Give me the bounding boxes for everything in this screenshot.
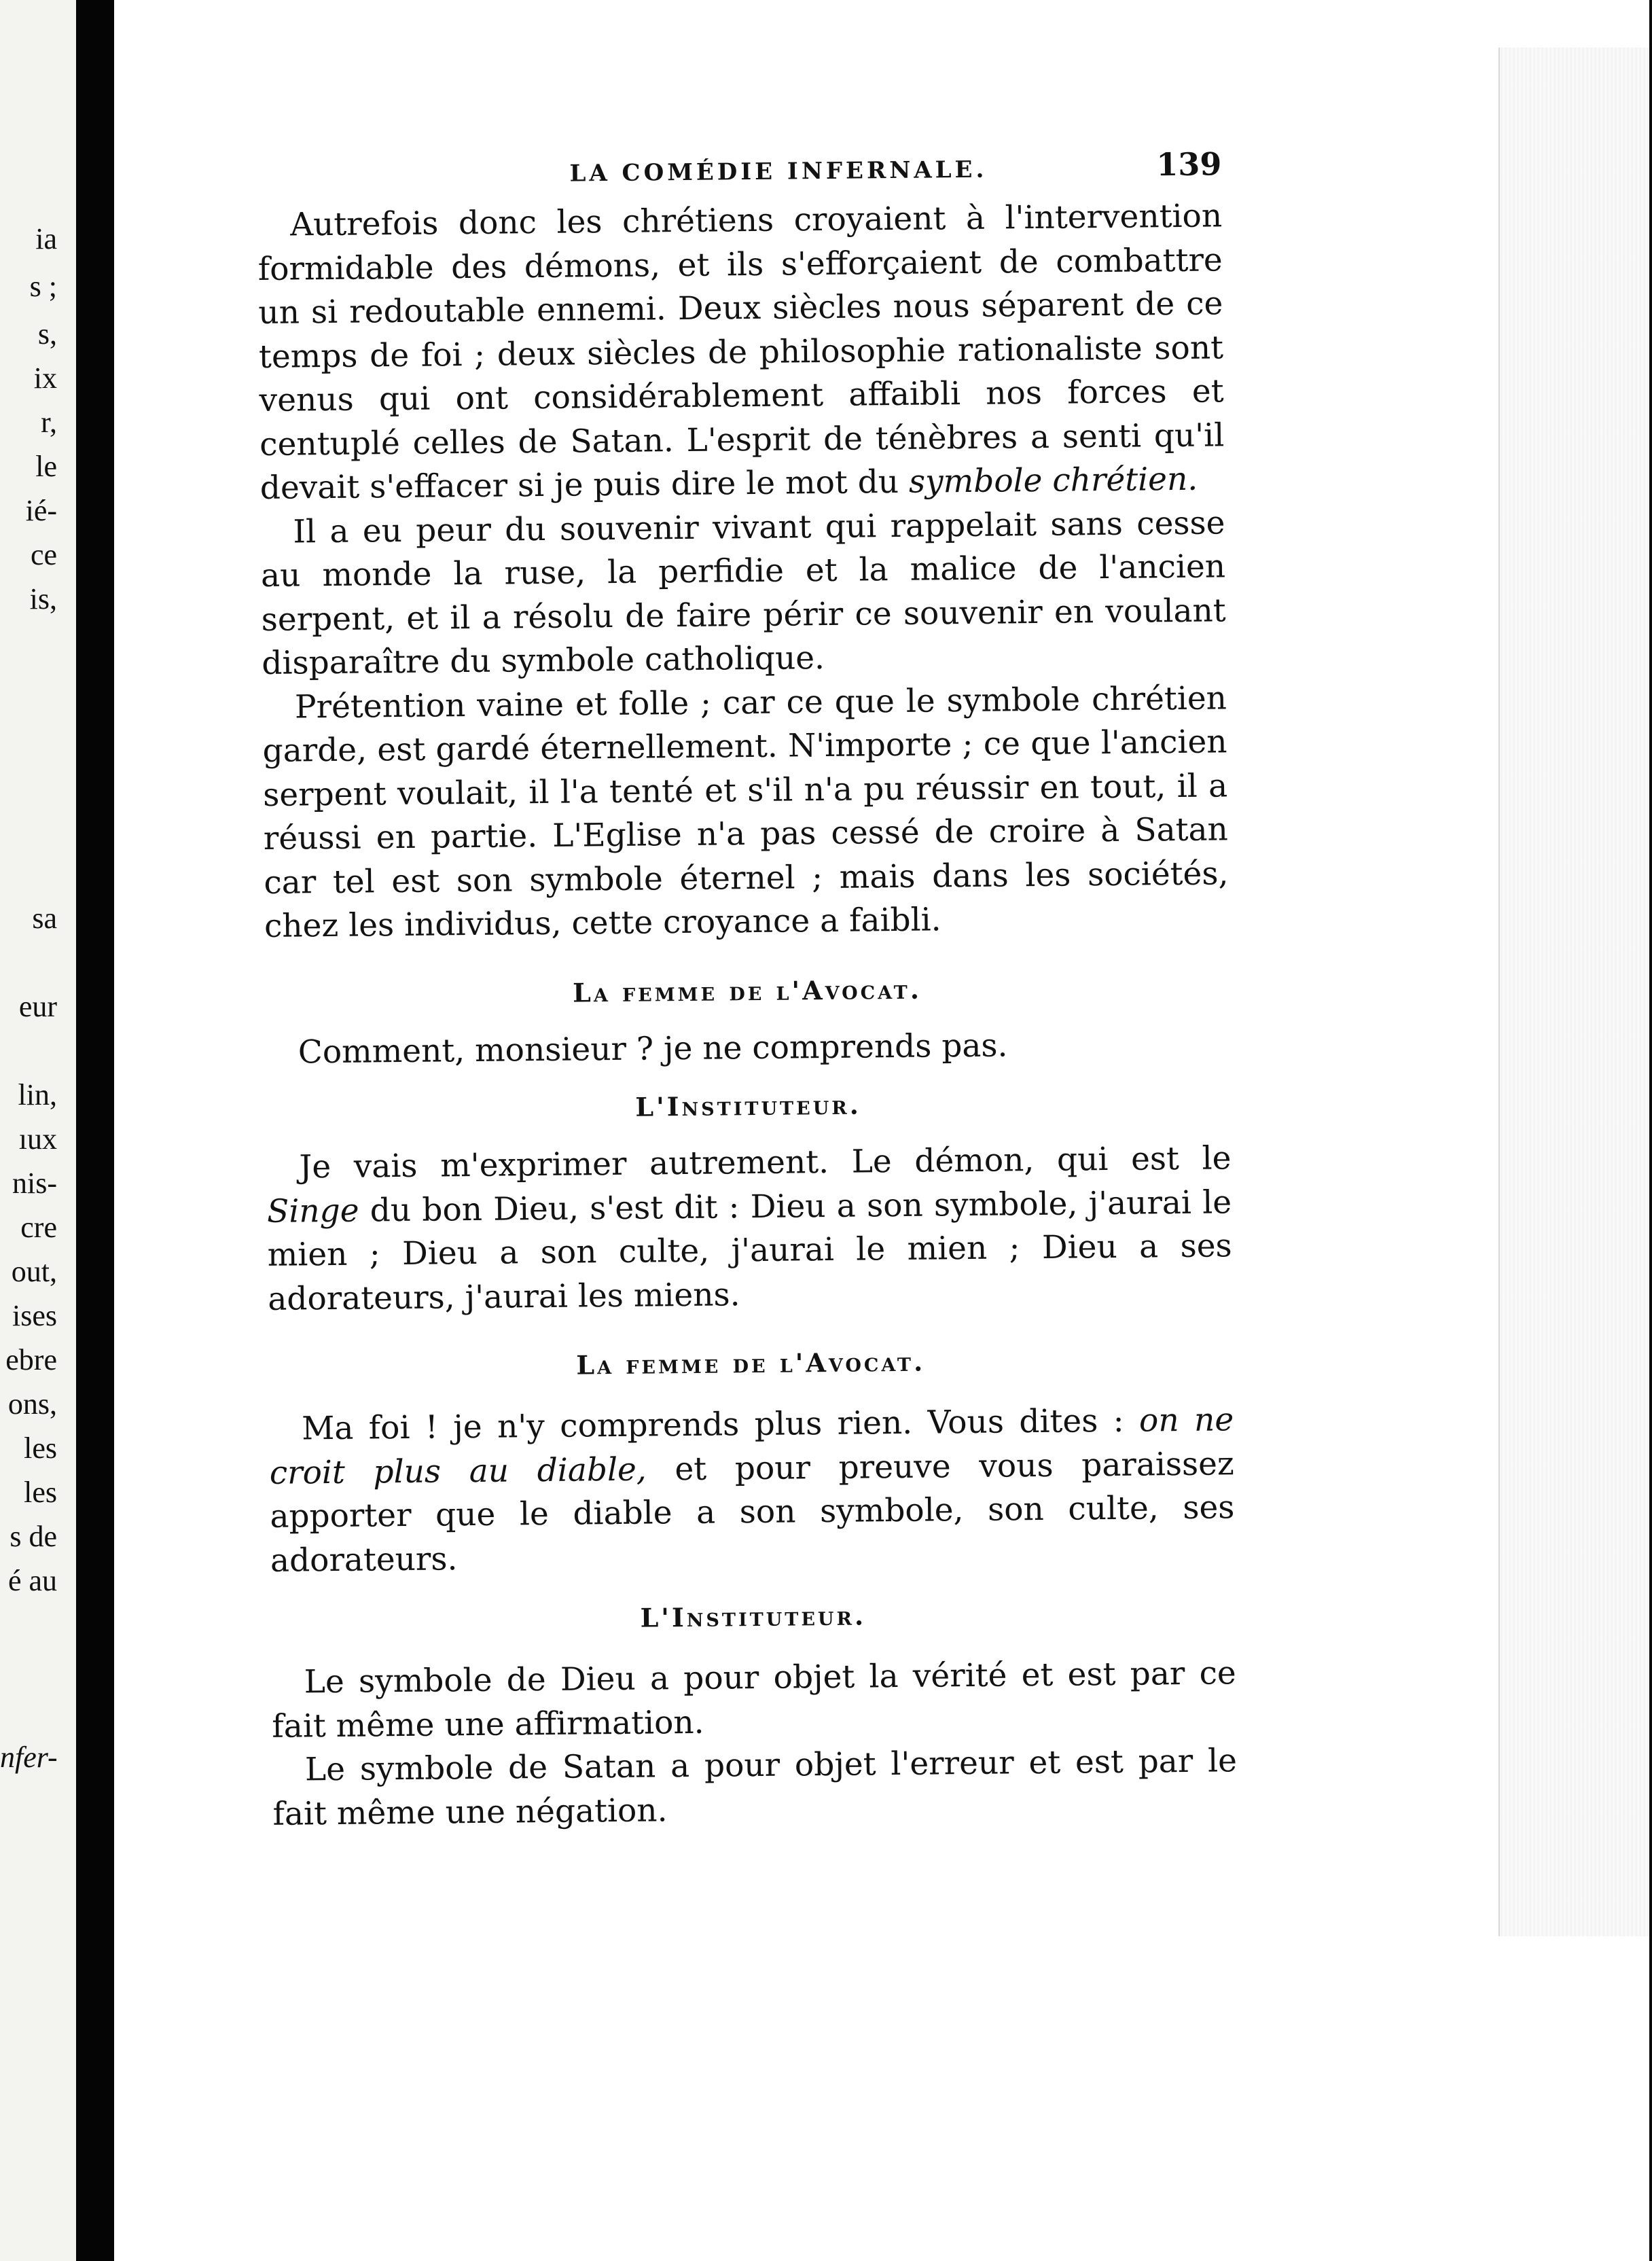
dialogue-line: Comment, monsieur ? je ne comprends pas. (298, 1026, 1008, 1071)
left-fragment: lin, (18, 1078, 57, 1111)
dialogue-line (266, 1137, 1232, 1321)
page-stack-edge (1498, 48, 1649, 1936)
left-fragment: s, (37, 317, 57, 351)
left-fragment: cre (20, 1211, 57, 1244)
book-page (114, 0, 1649, 2261)
left-fragment: out, (11, 1255, 57, 1288)
running-head (257, 133, 1222, 204)
paragraph-text: Autrefois donc les chrétiens croyaient à l'intervention formidable des démons, et ils s'efforçaient de combattre un si redoutable ennemi. Deux siècles nous séparent de ce temps de foi ; deux siècles de philosophie rationaliste sont venus qui ont considérablement affaibli nos forces et centuplé celles de Satan. L'esprit de ténèbres a senti qu'il devait s'effacer si je puis dire le mot du (257, 197, 1225, 507)
left-fragment: les (24, 1476, 57, 1509)
page-text-block (257, 133, 1238, 1836)
left-fragment: ié- (25, 494, 57, 527)
dialogue-text: et pour preuve vous paraissez apporter que le diable a son symbole, son culte, ses adorateurs. (270, 1444, 1235, 1580)
left-page-text-fragments (0, 0, 76, 2261)
speaker-heading: L'Instituteur. (635, 1089, 862, 1122)
left-fragment: le (35, 450, 57, 483)
dialogue-line (269, 1398, 1235, 1583)
running-title: LA COMÉDIE INFERNALE. (569, 156, 988, 188)
page-bottom-margin (114, 1936, 1649, 2261)
speaker-heading: La femme de l'Avocat. (572, 974, 922, 1008)
dialogue-text: Je vais m'exprimer autrement. Le démon, qui est le (299, 1139, 1232, 1186)
left-fragment: é au (7, 1564, 57, 1597)
left-facing-page (0, 0, 76, 2261)
italic-phrase: on ne croit plus au diable, (269, 1401, 1234, 1492)
left-fragment: r, (41, 406, 57, 439)
paragraph (257, 194, 1225, 510)
left-fragment: s de (10, 1520, 57, 1553)
italic-phrase: Singe (266, 1192, 359, 1230)
speaker-heading: La femme de l'Avocat. (576, 1346, 926, 1381)
dialogue-line: Le symbole de Satan a pour objet l'erreur et est par le fait même une négation. (272, 1742, 1238, 1833)
left-fragment: ıux (18, 1122, 57, 1156)
dialogue-text: Ma foi ! je n'y comprends plus rien. Vous dites : (301, 1402, 1124, 1448)
paragraph: Prétention vaine et folle ; car ce que le symbole chrétien garde, est gardé éternellement. N'importe ; ce que l'ancien serpent voulait, il l'a tenté et s'il n'a pu réussir en tout, il a réussi en partie. L'Eglise n'a pas cessé de croire à Satan car tel est son symbole éternel ; mais dans les sociétés, chez les individus, cette croyance a faibli. (262, 679, 1229, 945)
left-fragment: s ; (29, 270, 57, 303)
book-gutter (76, 0, 114, 2261)
paragraph: Il a eu peur du souvenir vivant qui rappelait sans cesse au monde la ruse, la perfidie et la malice de l'ancien serpent, et il a résolu de faire périr ce souvenir en voulant disparaître du symbole catholique. (260, 503, 1226, 682)
dialogue-text: du bon Dieu, s'est dit : Dieu a son symbole, j'aurai le mien ; Dieu a son culte, j'aurai le mien ; Dieu a ses adorateurs, j'aurai les miens. (267, 1183, 1232, 1318)
left-fragment: ia (35, 222, 57, 255)
left-fragment: ix (33, 361, 57, 395)
left-fragment: ebre (5, 1343, 57, 1376)
left-fragment: ce (30, 538, 57, 571)
left-fragment: nfer- (0, 1741, 58, 1774)
left-fragment: is, (29, 582, 57, 616)
speaker-heading: L'Instituteur. (640, 1600, 867, 1633)
left-fragment: ises (12, 1299, 57, 1332)
italic-phrase: symbole chrétien. (908, 460, 1198, 501)
page-number: 139 (1156, 145, 1222, 183)
dialogue-line: Le symbole de Dieu a pour objet la vérité et est par ce fait même une affirmation. (272, 1654, 1236, 1745)
left-fragment: les (24, 1431, 57, 1465)
left-fragment: sa (32, 902, 57, 935)
left-fragment: eur (18, 990, 57, 1023)
left-fragment: ons, (7, 1387, 57, 1421)
left-fragment: nis- (12, 1167, 57, 1200)
